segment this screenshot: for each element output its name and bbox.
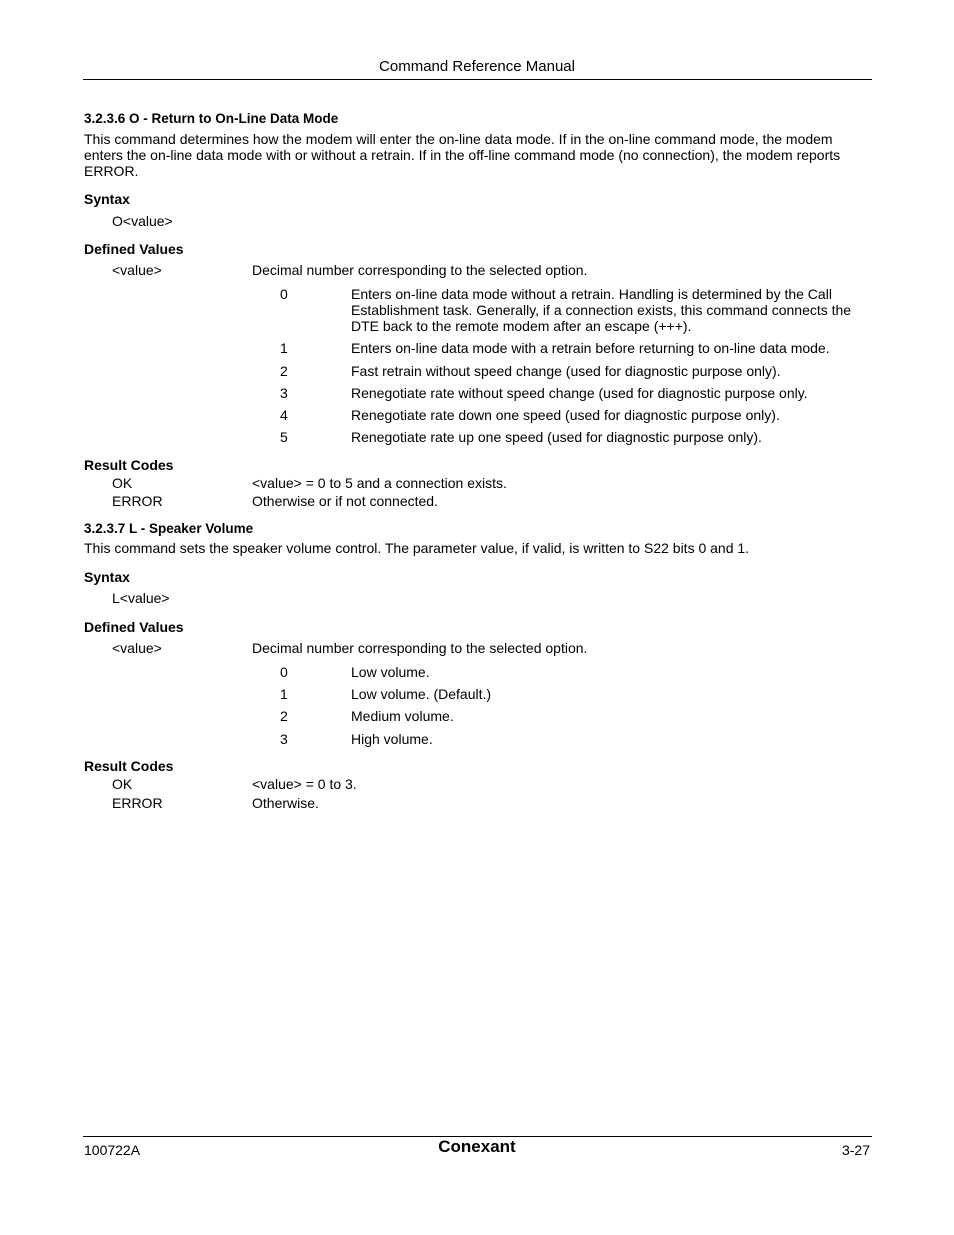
syntax-label: Syntax [84, 191, 130, 207]
syntax-value: O<value> [112, 213, 173, 229]
result-code: OK [112, 776, 133, 792]
value-description: Low volume. [351, 664, 430, 680]
intro-line: ERROR. [84, 163, 139, 179]
intro-line: This command sets the speaker volume control. The parameter value, if valid, is written to S22 bits 0 and 1. [84, 540, 750, 556]
value-number: 2 [280, 363, 288, 379]
result-code-description: <value> = 0 to 5 and a connection exists. [252, 475, 507, 491]
result-code-description: <value> = 0 to 3. [252, 776, 357, 792]
result-codes-label: Result Codes [84, 457, 174, 473]
value-number: 0 [280, 664, 288, 680]
value-description-line: Renegotiate rate without speed change (used for diagnostic purpose only. [351, 385, 808, 401]
param-name: <value> [112, 640, 162, 656]
section-heading-l-command: 3.2.3.7 L - Speaker Volume [84, 521, 254, 536]
param-name: <value> [112, 262, 162, 278]
intro-line: enters the on-line data mode with or without a retrain. If in the off-line command mode (no connection), the modem reports [84, 147, 841, 163]
value-description-line: Establishment task. Generally, if a connection exists, this command connects the [351, 302, 852, 318]
value-description: Medium volume. [351, 708, 454, 724]
value-number: 2 [280, 708, 288, 724]
value-description: Low volume. (Default.) [351, 686, 492, 702]
syntax-value: L<value> [112, 590, 170, 606]
defined-values-label: Defined Values [84, 241, 184, 257]
result-code: OK [112, 475, 133, 491]
value-number: 0 [280, 286, 288, 302]
section-heading-o-command: 3.2.3.6 O - Return to On-Line Data Mode [84, 111, 339, 126]
result-codes-label: Result Codes [84, 758, 174, 774]
intro-line: This command determines how the modem will enter the on-line data mode. If in the on-line command mode, the modem [84, 131, 833, 147]
value-number: 3 [280, 731, 288, 747]
result-code: ERROR [112, 493, 163, 509]
defined-values-label: Defined Values [84, 619, 184, 635]
result-code-description: Otherwise or if not connected. [252, 493, 438, 509]
value-description-line: DTE back to the remote modem after an escape (+++). [351, 318, 692, 334]
value-description-line: Renegotiate rate down one speed (used for diagnostic purpose only). [351, 407, 780, 423]
result-code-description: Otherwise. [252, 795, 319, 811]
page-header-title: Command Reference Manual [379, 58, 575, 75]
value-number: 1 [280, 686, 288, 702]
header-rule [83, 79, 872, 80]
param-description: Decimal number corresponding to the selected option. [252, 262, 588, 278]
value-number: 3 [280, 385, 288, 401]
result-code: ERROR [112, 795, 163, 811]
param-description: Decimal number corresponding to the selected option. [252, 640, 588, 656]
value-description-line: Fast retrain without speed change (used for diagnostic purpose only). [351, 363, 781, 379]
value-description-line: Renegotiate rate up one speed (used for diagnostic purpose only). [351, 429, 762, 445]
value-number: 4 [280, 407, 288, 423]
value-number: 1 [280, 340, 288, 356]
value-description-line: Enters on-line data mode without a retrain. Handling is determined by the Call [351, 286, 832, 302]
company-name: Conexant [438, 1137, 516, 1156]
value-description: High volume. [351, 731, 433, 747]
value-description-line: Enters on-line data mode with a retrain before returning to on-line data mode. [351, 340, 830, 356]
syntax-label: Syntax [84, 569, 130, 585]
page-number: 3-27 [841, 1142, 870, 1158]
document-number: 100722A [84, 1142, 141, 1158]
value-number: 5 [280, 429, 288, 445]
